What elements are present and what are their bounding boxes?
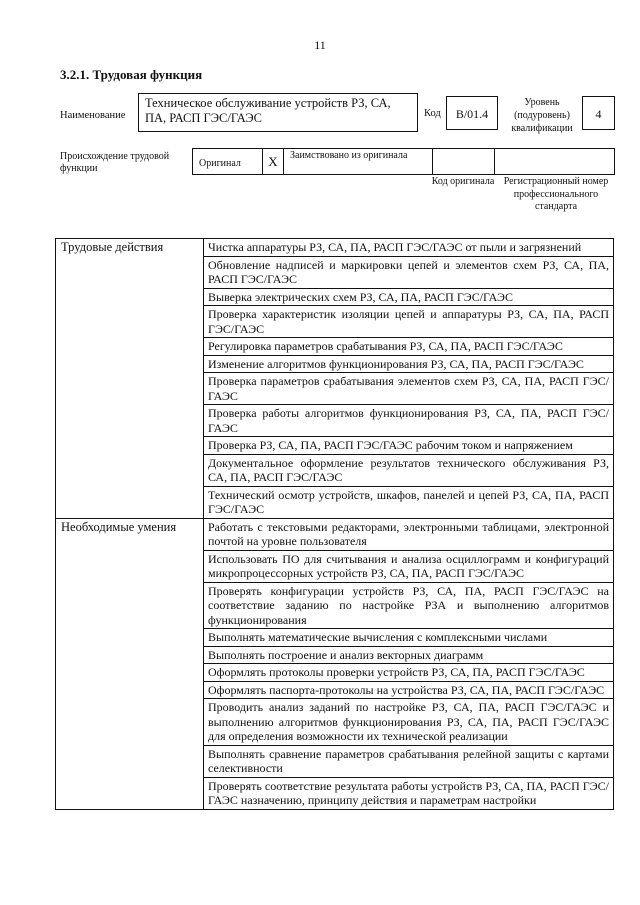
required-skills-item: Проводить анализ заданий по настройке РЗ, СА, ПА, РАСП ГЭС/ГАЭС и выполнению алгоритмов функционирования РЗ, СА, ПА, РАСП ГЭС/ГАЭС для определения возможности их технической реализации xyxy=(204,699,614,746)
labor-actions-item: Проверка характеристик изоляции цепей и аппаратуры РЗ, СА, ПА, РАСП ГЭС/ГАЭС xyxy=(204,306,614,338)
function-name-value: Техническое обслуживание устройств РЗ, СА, ПА, РАСП ГЭС/ГАЭС xyxy=(138,93,418,132)
required-skills-item: Оформлять протоколы проверки устройств РЗ, СА, ПА, РАСП ГЭС/ГАЭС xyxy=(204,664,614,682)
function-table-body xyxy=(56,239,614,810)
name-label: Наименование xyxy=(60,110,126,121)
code-label: Код xyxy=(424,108,441,119)
labor-actions-item: Регулировка параметров срабатывания РЗ, СА, ПА, РАСП ГЭС/ГАЭС xyxy=(204,338,614,356)
original-mark-cell xyxy=(263,149,283,174)
required-skills-item: Выполнять математические вычисления с комплексными числами xyxy=(204,629,614,647)
origin-label: Происхождение трудовой функции xyxy=(60,151,170,174)
labor-actions-item: Технический осмотр устройств, шкафов, панелей и цепей РЗ, СА, ПА, РАСП ГЭС/ГАЭС xyxy=(204,486,614,518)
origin-row xyxy=(192,148,615,175)
required-skills-item: Работать с текстовыми редакторами, электронными таблицами, электронной почтой на уровне пользователя xyxy=(204,518,614,550)
required-skills-item: Использовать ПО для считывания и анализа осциллограмм и конфигураций микропроцессорных устройств РЗ, СА, ПА, РАСП ГЭС/ГАЭС xyxy=(204,550,614,582)
page-number: 11 xyxy=(314,38,326,52)
labor-actions-heading: Трудовые действия xyxy=(56,239,204,519)
borrowed-label: Заимствовано из оригинала xyxy=(290,150,408,161)
required-skills-heading: Необходимые умения xyxy=(56,518,204,809)
required-skills-item: Выполнять построение и анализ векторных диаграмм xyxy=(204,646,614,664)
reg-number-cell xyxy=(495,149,616,174)
qualification-level-value: 4 xyxy=(582,96,615,130)
labor-actions-item: Проверка РЗ, СА, ПА, РАСП ГЭС/ГАЭС рабочим током и напряжением xyxy=(204,437,614,455)
required-skills-item: Проверять конфигурации устройств РЗ, СА, ПА, РАСП ГЭС/ГАЭС на соответствие заданию по настройке РЗА и выполнению алгоритмов функционирования xyxy=(204,582,614,629)
required-skills-item: Оформлять паспорта-протоколы на устройства РЗ, СА, ПА, РАСП ГЭС/ГАЭС xyxy=(204,681,614,699)
code-original-label: Код оригинала xyxy=(431,176,495,187)
required-skills-item: Выполнять сравнение параметров срабатывания релейной защиты с картами селективности xyxy=(204,745,614,777)
labor-actions-row xyxy=(56,239,614,257)
section-title: 3.2.1. Трудовая функция xyxy=(60,67,203,82)
code-value: В/01.4 xyxy=(446,96,498,130)
original-label: Оригинал xyxy=(199,158,241,169)
original-cell xyxy=(193,149,263,174)
borrowed-cell xyxy=(283,149,433,174)
labor-actions-item: Обновление надписей и маркировки цепей и элементов схем РЗ, СА, ПА, РАСП ГЭС/ГАЭС xyxy=(204,256,614,288)
labor-actions-item: Выверка электрических схем РЗ, СА, ПА, РАСП ГЭС/ГАЭС xyxy=(204,288,614,306)
function-table xyxy=(55,238,614,810)
original-mark: X xyxy=(268,154,278,169)
qualification-level-label: Уровень (подуровень) квалификации xyxy=(511,97,573,134)
labor-actions-item: Проверка работы алгоритмов функционирования РЗ, СА, ПА, РАСП ГЭС/ГАЭС xyxy=(204,405,614,437)
required-skills-row xyxy=(56,518,614,550)
required-skills-item: Проверять соответствие результата работы устройств РЗ, СА, ПА, РАСП ГЭС/ГАЭС назначению, принципу действия и параметрам настройки xyxy=(204,777,614,809)
labor-actions-item: Проверка параметров срабатывания элементов схем РЗ, СА, ПА, РАСП ГЭС/ГАЭС xyxy=(204,373,614,405)
labor-actions-item: Чистка аппаратуры РЗ, СА, ПА, РАСП ГЭС/ГАЭС от пыли и загрязнений xyxy=(204,239,614,257)
reg-number-label: Регистрационный номер профессионального стандарта xyxy=(503,176,609,212)
code-original-cell xyxy=(433,149,495,174)
labor-actions-item: Документальное оформление результатов технического обслуживания РЗ, СА, ПА, РАСП ГЭС/ГАЭС xyxy=(204,454,614,486)
labor-actions-item: Изменение алгоритмов функционирования РЗ, СА, ПА, РАСП ГЭС/ГАЭС xyxy=(204,355,614,373)
